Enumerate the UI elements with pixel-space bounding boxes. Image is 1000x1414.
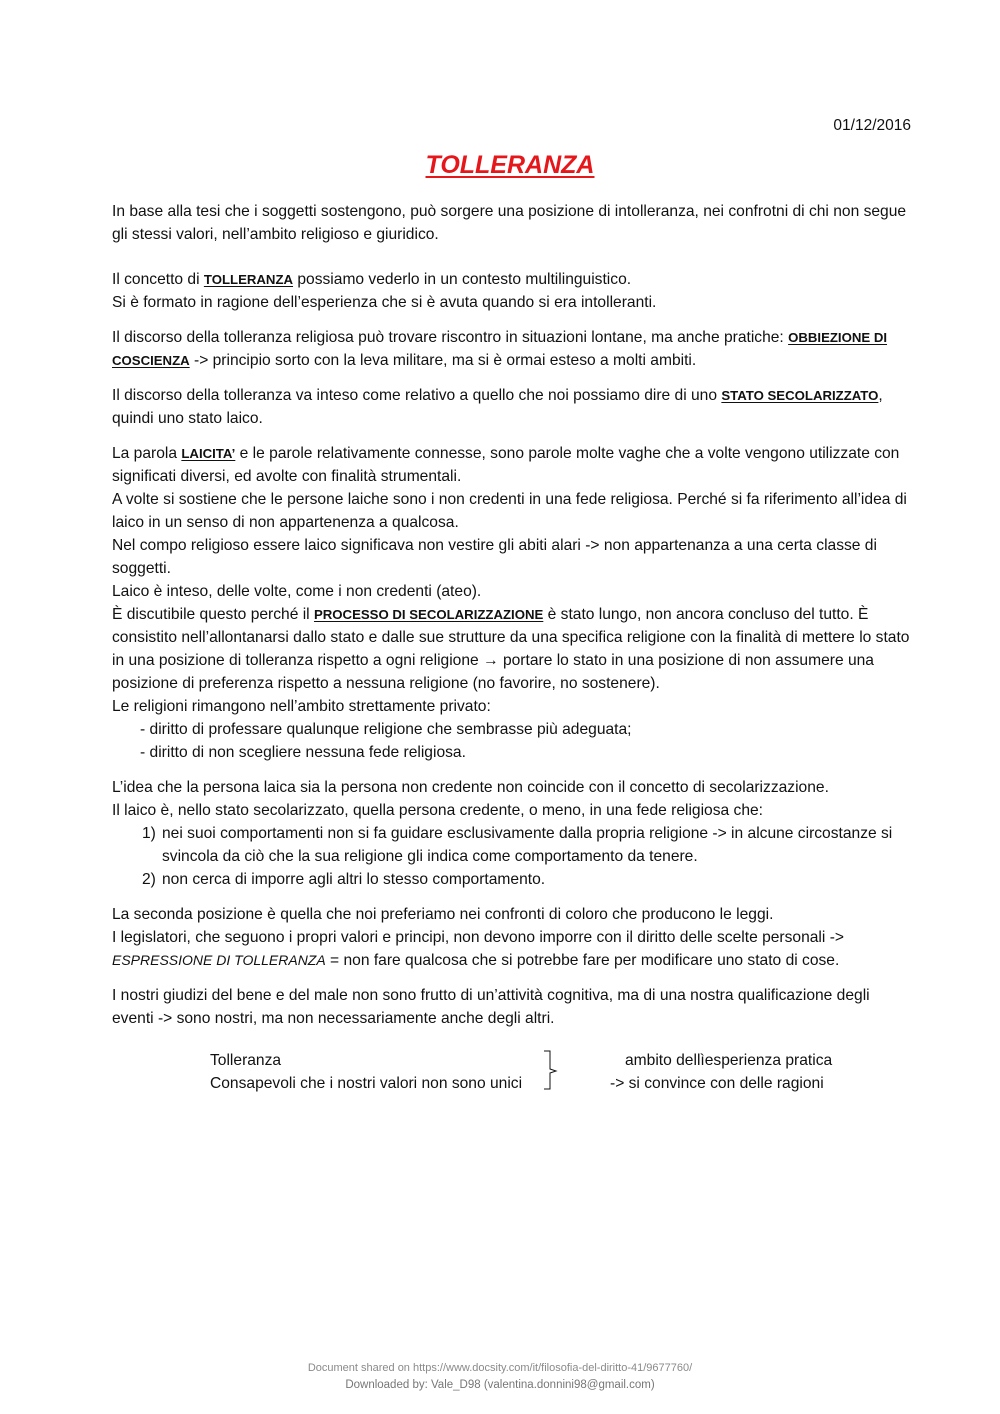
curly-brace-icon bbox=[542, 1049, 560, 1093]
text-segment: I legislatori, che seguono i propri valori e principi, non devono imporre con il diritto delle scelte personali -> bbox=[112, 929, 844, 946]
right-arrow-icon: → bbox=[483, 652, 499, 669]
text-segment: portare lo stato in una posizione di non assumere una posizione di preferenza rispetto a nessuna religione (no favorire, no sostenere). bbox=[112, 652, 874, 692]
document-date: 01/12/2016 bbox=[833, 117, 911, 134]
text-segment: È discutibile questo perché il bbox=[112, 606, 314, 623]
tolleranza-scheme bbox=[210, 1049, 910, 1097]
text-segment: Le religioni rimangono nell’ambito strettamente privato: bbox=[112, 698, 491, 715]
keyword-processo-di-secolarizzazione: PROCESSO DI SECOLARIZZAZIONE bbox=[313, 607, 544, 622]
paragraph-laicita bbox=[112, 442, 912, 764]
scheme-right-label: ambito dellìesperienza pratica bbox=[625, 1052, 833, 1069]
text-segment: Il laico è, nello stato secolarizzato, quella persona credente, o meno, in una fede religiosa che: bbox=[112, 802, 764, 819]
scheme-left-label: Tolleranza bbox=[210, 1052, 282, 1069]
text-segment: La parola bbox=[112, 445, 182, 462]
text-segment: Il concetto di bbox=[112, 271, 204, 288]
list-item-text: nei suoi comportamenti non si fa guidare esclusivamente dalla propria religione -> in alcune circostanze si svincola da ciò che la sua religione gli indica come comportamento da tenere. bbox=[162, 825, 893, 865]
keyword-obbiezione-di-coscienza: OBBIEZIONE DI COSCIENZA bbox=[112, 330, 888, 368]
numbered-list bbox=[112, 822, 912, 891]
text-segment: = non fare qualcosa che si potrebbe fare per modificare uno stato di cose. bbox=[325, 952, 840, 969]
paragraph-intro: In base alla tesi che i soggetti sostengono, può sorgere una posizione di intolleranza, nei confrotni di chi non segue gli stessi valori, nell’ambito religioso e giuridico. bbox=[112, 203, 907, 243]
footer-downloaded-by: Downloaded by: Vale_D98 (valentina.donnini98@gmail.com) bbox=[345, 1379, 655, 1391]
list-number: 2) bbox=[142, 871, 156, 888]
paragraph-tolleranza-concept bbox=[112, 268, 912, 314]
list-item-dash: - diritto di non scegliere nessuna fede religiosa. bbox=[140, 744, 466, 761]
text-segment: L’idea che la persona laica sia la persona non credente non coincide con il concetto di secolarizzazione. bbox=[112, 779, 829, 796]
text-segment: Si è formato in ragione dell’esperienza che si è avuta quando si era intolleranti. bbox=[112, 294, 657, 311]
list-item bbox=[112, 868, 912, 891]
text-segment: e le parole relativamente connesse, sono parole molte vaghe che a volte vengono utilizzate con significati diversi, ed avolte con finalità strumentali. bbox=[112, 445, 900, 485]
paragraph-laico-definition bbox=[112, 776, 912, 891]
text-segment: Il discorso della tolleranza religiosa può trovare riscontro in situazioni lontane, ma anche pratiche: bbox=[112, 329, 789, 346]
keyword-stato-secolarizzato: STATO SECOLARIZZATO bbox=[721, 388, 879, 403]
text-segment: La seconda posizione è quella che noi preferiamo nei confronti di coloro che producono le leggi. bbox=[112, 906, 774, 923]
scheme-left-label: Consapevoli che i nostri valori non sono unici bbox=[210, 1075, 523, 1092]
keyword-tolleranza: TOLLERANZA bbox=[203, 272, 294, 287]
list-item-text: non cerca di imporre agli altri lo stesso comportamento. bbox=[162, 871, 546, 888]
paragraph-tolleranza-religiosa bbox=[112, 326, 912, 372]
list-item bbox=[112, 822, 912, 868]
text-segment: Laico è inteso, delle volte, come i non credenti (ateo). bbox=[112, 583, 482, 600]
document-title: TOLLERANZA bbox=[425, 151, 595, 179]
paragraph-giudizi: I nostri giudizi del bene e del male non sono frutto di un’attività cognitiva, ma di una nostra qualificazione degli eventi -> sono nostri, ma non necessariamente anche degli altri. bbox=[112, 987, 870, 1027]
list-item-dash: - diritto di professare qualunque religione che sembrasse più adeguata; bbox=[140, 721, 632, 738]
text-segment: A volte si sostiene che le persone laiche sono i non credenti in una fede religiosa. Perché si fa riferimento all’idea di laico in un senso di non appartenenza a qualcosa. bbox=[112, 491, 907, 531]
text-segment: , quindi uno stato laico. bbox=[112, 387, 883, 427]
document-body bbox=[112, 200, 912, 1042]
text-segment: Il discorso della tolleranza va inteso come relativo a quello che noi possiamo dire di uno bbox=[112, 387, 722, 404]
footer-shared-link[interactable]: Document shared on https://www.docsity.com/it/filosofia-del-diritto-41/9677760/ bbox=[307, 1362, 693, 1374]
italic-espressione-di-tolleranza: ESPRESSIONE DI TOLLERANZA bbox=[112, 952, 326, 968]
text-segment: è stato lungo, non ancora concluso del tutto. È consistito nell’allontanarsi dallo stato e dalle sue strutture da una specifica religione con la finalità di mettere lo stato in una posizione di tolleranza rispetto a ogni religione bbox=[112, 606, 910, 669]
paragraph-legislatori bbox=[112, 903, 912, 972]
text-segment: Nel compo religioso essere laico significava non vestire gli abiti alari -> non appartenanza a una certa classe di soggetti. bbox=[112, 537, 877, 577]
scheme-right-label: -> si convince con delle ragioni bbox=[610, 1075, 824, 1092]
list-number: 1) bbox=[142, 825, 156, 842]
paragraph-stato-secolarizzato bbox=[112, 384, 912, 430]
text-segment: -> principio sorto con la leva militare, ma si è ormai esteso a molti ambiti. bbox=[189, 352, 697, 369]
text-segment: possiamo vederlo in un contesto multilinguistico. bbox=[293, 271, 632, 288]
keyword-laicita: LAICITA’ bbox=[181, 446, 236, 461]
document-footer bbox=[0, 1360, 1000, 1394]
